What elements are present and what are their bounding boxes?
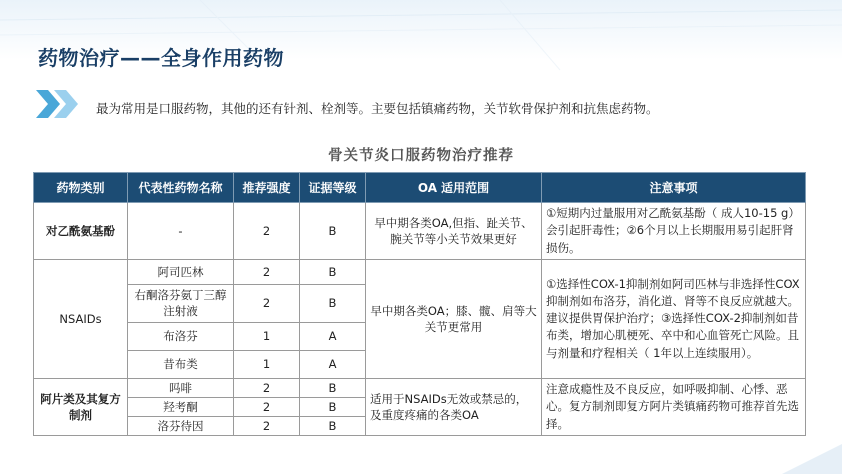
oral-drug-table [33,172,806,436]
header-drug-name: 代表性药物名称 [128,173,234,203]
header-notes: 注意事项 [542,173,806,203]
drug-name-cell: 昔布类 [128,350,234,378]
category-cell: 阿片类及其复方制剂 [34,378,128,435]
page-title: 药物治疗——全身作用药物 [38,46,284,70]
drug-name-cell: 阿司匹林 [128,259,234,284]
evidence-cell: B [300,259,366,284]
strength-cell: 1 [234,350,300,378]
table-header-row [34,173,806,203]
strength-cell: 2 [234,284,300,322]
strength-cell: 2 [234,397,300,416]
evidence-cell: A [300,322,366,350]
evidence-cell: A [300,350,366,378]
header-category: 药物类别 [34,173,128,203]
table-row [34,259,806,284]
note-cell: 注意成瘾性及不良反应，如呼吸抑制、心悸、恶心。复方制剂即复方阿片类镇痛药物可推荐首先选择。 [542,378,806,435]
strength-cell: 2 [234,259,300,284]
drug-name-cell: 右酮洛芬氨丁三醇注射液 [128,284,234,322]
evidence-cell: B [300,284,366,322]
table-row [34,203,806,260]
strength-cell: 2 [234,416,300,435]
drug-name-cell: 羟考酮 [128,397,234,416]
table-title: 骨关节炎口服药物治疗推荐 [328,148,514,164]
drug-name-cell: 吗啡 [128,378,234,397]
range-cell: 早中期各类OA；膝、髋、肩等大关节更常用 [366,259,542,378]
strength-cell: 2 [234,203,300,260]
header-evidence: 证据等级 [300,173,366,203]
range-cell: 适用于NSAIDs无效或禁忌的，及重度疼痛的各类OA [366,378,542,435]
evidence-cell: B [300,397,366,416]
evidence-cell: B [300,416,366,435]
header-strength: 推荐强度 [234,173,300,203]
drug-name-cell: 洛芬待因 [128,416,234,435]
header-range: OA 适用范围 [366,173,542,203]
intro-text: 最为常用是口服药物，其他的还有针剂、栓剂等。主要包括镇痛药物，关节软骨保护剂和抗焦虑药物。 [96,101,659,116]
drug-name-cell: - [128,203,234,260]
corner-decoration [782,444,842,474]
category-cell: 对乙酰氨基酚 [34,203,128,260]
note-cell: ①短期内过量服用对乙酰氨基酚（ 成人10-15 g）会引起肝毒性；②6个月以上长期服用易引起肝肾损伤。 [542,203,806,260]
double-chevron-icon [34,88,84,120]
range-cell: 早中期各类OA,但指、趾关节、腕关节等小关节效果更好 [366,203,542,260]
table-row [34,378,806,397]
evidence-cell: B [300,203,366,260]
evidence-cell: B [300,378,366,397]
note-cell: ①选择性COX-1抑制剂如阿司匹林与非选择性COX抑制剂如布洛芬，消化道、肾等不良反应就越大。建议提供胃保护治疗；③选择性COX-2抑制剂如昔布类，增加心肌梗死、卒中和心血管死亡风险。且与剂量和疗程相关（ 1年以上连续服用）。 [542,259,806,378]
strength-cell: 2 [234,378,300,397]
category-cell: NSAIDs [34,259,128,378]
drug-name-cell: 布洛芬 [128,322,234,350]
strength-cell: 1 [234,322,300,350]
